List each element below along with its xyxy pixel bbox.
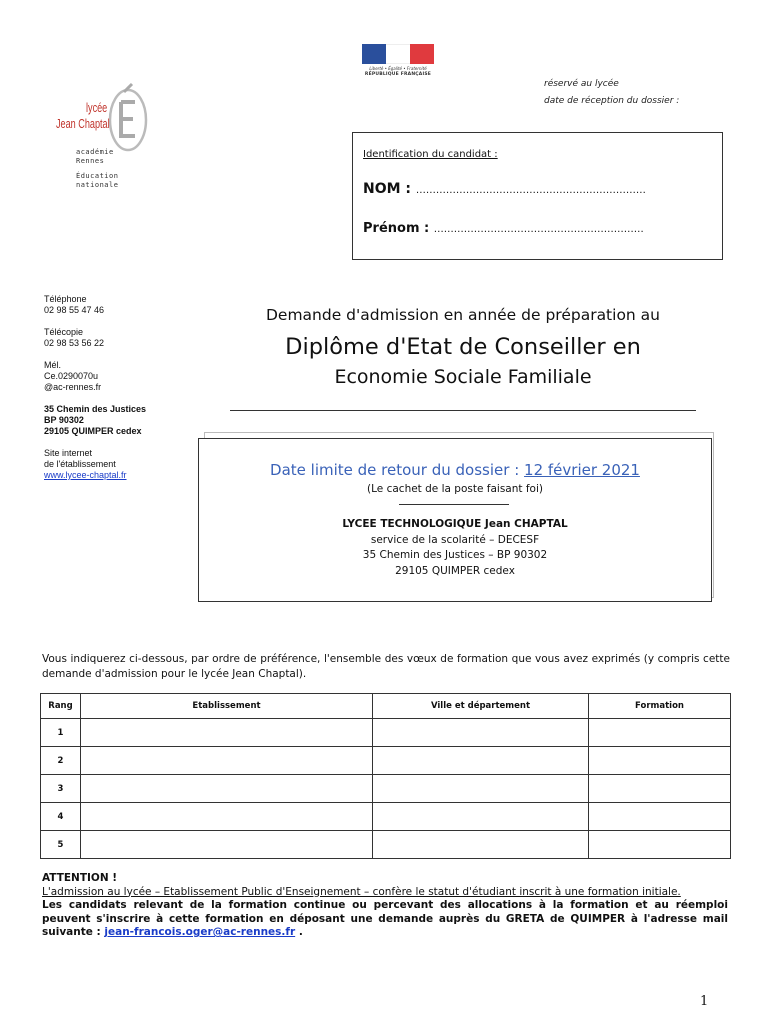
ville-cell[interactable] [373,719,589,747]
attention-line-1: L'admission au lycée – Etablissement Public d'Enseignement – confère le statut d'étudiant inscrit à une formation initiale. [42,885,681,898]
attention-heading: ATTENTION ! [42,872,118,884]
site-link[interactable]: www.lycee-chaptal.fr [44,470,127,480]
rank-cell: 2 [41,747,81,775]
contact-info [44,294,194,481]
etablissement-cell[interactable] [81,775,373,803]
table-row [41,831,731,859]
telephone-label: Téléphone [44,294,87,304]
rf-name: RÉPUBLIQUE FRANÇAISE [364,72,432,77]
header-ville: Ville et département [373,694,589,719]
formation-cell[interactable] [589,803,731,831]
etablissement-cell[interactable] [81,719,373,747]
header-rang: Rang [41,694,81,719]
rank-cell: 3 [41,775,81,803]
etablissement-cell[interactable] [81,803,373,831]
return-address [199,517,711,579]
fax-label: Télécopie [44,327,84,337]
telephone-value: 02 98 55 47 46 [44,305,105,315]
rank-cell: 4 [41,803,81,831]
rank-cell: 5 [41,831,81,859]
header-etablissement: Etablissement [81,694,373,719]
identification-title: Identification du candidat : [363,149,498,160]
site-label-1: Site internet [44,448,93,458]
lycee-name-line1: lycée [86,100,108,115]
ville-cell[interactable] [373,747,589,775]
academie-text: académie Rennes Éducation nationale [76,148,119,189]
formation-cell[interactable] [589,719,731,747]
formation-cell[interactable] [589,831,731,859]
attention-section [42,872,728,940]
attention-line-2: Les candidats relevant de la formation continue ou percevant des allocations à la formation et au réemploi peuvent s'inscrire à cette formation en déposant une demande auprès du GRETA de QUIMPER à l'adresse mail suivante : jean-francois.oger@ac-rennes.fr . [42,899,728,938]
nom-dots: …………………………………………………………… [415,185,646,196]
address-line-1: 35 Chemin des Justices [44,404,147,414]
title-line-2: Diplôme d'Etat de Conseiller en [285,334,641,360]
title-line-1: Demande d'admission en année de préparation au [265,306,661,324]
etablissement-cell[interactable] [81,831,373,859]
deadline-divider [399,504,509,505]
postmark-note: (Le cachet de la poste faisant foi) [367,483,543,495]
deadline-line [199,461,711,479]
deadline-box [198,438,712,602]
site-label-2: de l'établissement [44,459,116,469]
etablissement-cell[interactable] [81,747,373,775]
table-row [41,719,731,747]
greta-email-link[interactable]: jean-francois.oger@ac-rennes.fr [104,926,296,938]
address-line-3: 29105 QUIMPER cedex [44,426,142,436]
address-line-2: BP 90302 [44,415,84,425]
title-divider [230,410,696,411]
republique-francaise-logo [360,44,436,82]
ville-cell[interactable] [373,831,589,859]
rf-motto: Liberté • Égalité • Fraternité [369,66,427,71]
fax-value: 02 98 53 56 22 [44,338,105,348]
instructions-text: Vous indiquerez ci-dessous, par ordre de préférence, l'ensemble des vœux de formation que vous avez exprimés (y compris cette demande d'admission pour le lycée Jean Chaptal). [42,653,730,680]
marianne-flag-icon [362,44,434,64]
service-name: service de la scolarité – DECESF [370,533,540,546]
city-address: 29105 QUIMPER cedex [395,564,515,577]
table-row [41,747,731,775]
table-row [41,803,731,831]
lycee-chaptal-logo [56,78,156,198]
nom-field[interactable] [363,181,646,197]
mail-value-2: @ac-rennes.fr [44,382,102,392]
title-line-3: Economie Sociale Familiale [334,366,592,388]
wishes-table [40,693,731,859]
formation-cell[interactable] [589,775,731,803]
page-number: 1 [700,994,709,1009]
formation-cell[interactable] [589,747,731,775]
table-row [41,775,731,803]
deadline-date: 12 février 2021 [524,461,640,479]
e-letter-logo-icon [108,78,148,152]
rank-cell: 1 [41,719,81,747]
school-name: LYCEE TECHNOLOGIQUE Jean CHAPTAL [342,518,568,530]
street-address: 35 Chemin des Justices – BP 90302 [362,549,548,561]
ville-cell[interactable] [373,775,589,803]
header-formation: Formation [589,694,731,719]
lycee-name-line2: Jean Chaptal [56,116,110,131]
prenom-label: Prénom : [363,221,430,236]
mail-value-1: Ce.0290070u [44,371,99,381]
table-header-row [41,694,731,719]
reception-date-label: date de réception du dossier : [544,96,680,106]
prenom-field[interactable] [363,221,644,236]
deadline-label: Date limite de retour du dossier : [270,461,525,479]
reserved-label: réservé au lycée [544,79,619,89]
prenom-dots: ……………………………………………………… [433,224,644,235]
candidate-identification-box [352,132,723,260]
mail-label: Mél. [44,360,62,370]
ville-cell[interactable] [373,803,589,831]
nom-label: NOM : [363,181,412,197]
